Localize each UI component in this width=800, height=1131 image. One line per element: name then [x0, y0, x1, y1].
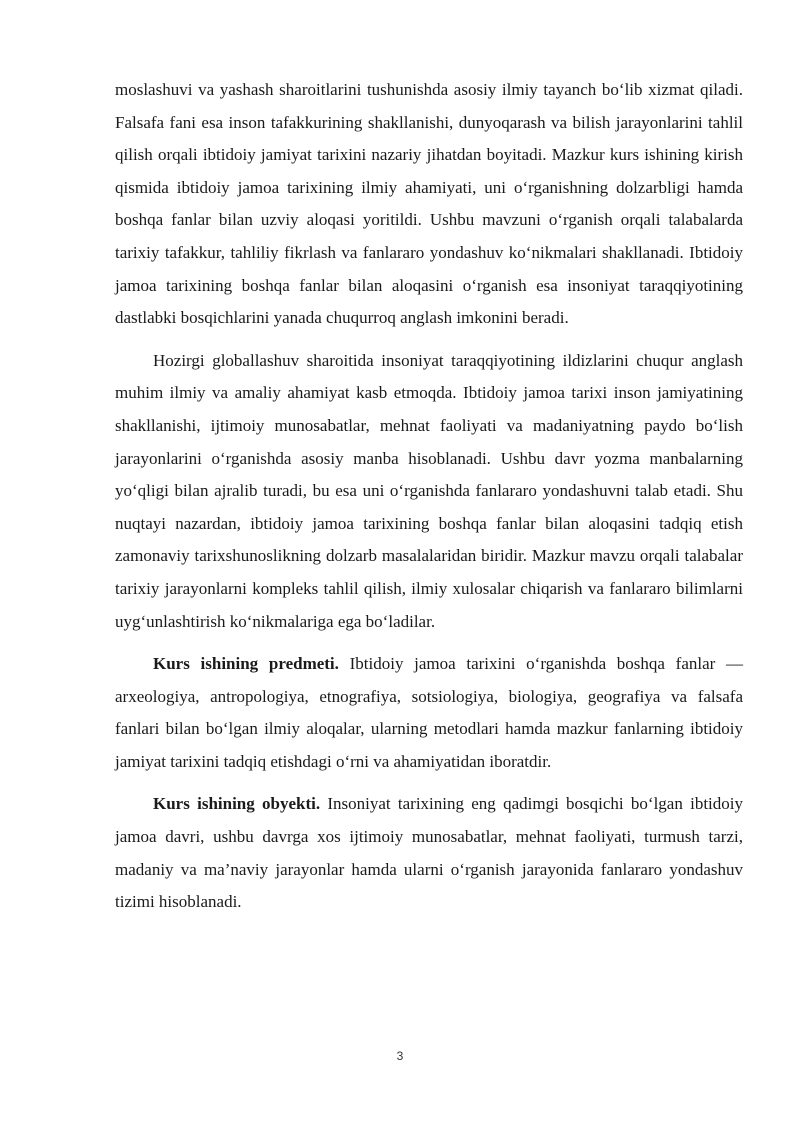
paragraph-lead-subject: Kurs ishining predmeti. — [153, 654, 339, 674]
paragraph-text: moslashuvi va yashash sharoitlarini tushunishda asosiy ilmiy tayanch bo‘lib xizmat qiladi. Falsafa fani esa inson tafakkurining shakllanishi, dunyoqarash va bilish jarayonlarini tahlil qilish orqali ibtidoiy jamiyat tarixini nazariy jihatdan boyitadi. Mazkur kurs ishining kirish qismida ibtidoiy jamoa tarixining ilmiy ahamiyati, uni o‘rganishning dolzarbligi hamda boshqa fanlar bilan uzviy aloqasi yoritildi. Ushbu mavzuni o‘rganish orqali talabalarda tarixiy tafakkur, tahliliy fikrlash va fanlararo yondashuv ko‘nikmalari shakllanadi. Ibtidoiy jamoa tarixining boshqa fanlar bilan aloqasini o‘rganish esa insoniyat taraqqiyotining dastlabki bosqichlarini yanada chuqurroq anglash imkonini beradi. — [115, 80, 743, 328]
paragraph-text: Ibtidoiy jamoa tarixini o‘rganishda boshqa fanlar — arxeologiya, antropologiya, etnografiya, sotsiologiya, biologiya, geografiya va falsafa fanlari bilan bo‘lgan ilmiy aloqalar, ularning metodlari hamda mazkur fanlarning ibtidoiy jamiyat tarixini tadqiq etishdagi o‘rni va ahamiyatidan iboratdir. — [115, 654, 743, 771]
paragraph-subject — [115, 648, 743, 778]
paragraph-lead-object: Kurs ishining obyekti. — [153, 794, 321, 814]
paragraph-object — [115, 788, 743, 918]
paragraph-text: Insoniyat tarixining eng qadimgi bosqichi bo‘lgan ibtidoiy jamoa davri, ushbu davrga xos ijtimoiy munosabatlar, mehnat faoliyati, turmush tarzi, madaniy va ma’naviy jarayonlar hamda ularni o‘rganish jarayonida fanlararo yondashuv tizimi hisoblanadi. — [115, 794, 744, 912]
paragraph-globalization — [115, 345, 743, 638]
page-number: 3 — [396, 1049, 404, 1063]
page-body — [115, 74, 743, 929]
paragraph-text: Hozirgi globallashuv sharoitida insoniyat taraqqiyotining ildizlarini chuqur anglash muhim ilmiy va amaliy ahamiyat kasb etmoqda. Ibtidoiy jamoa tarixi inson jamiyatining shakllanishi, ijtimoiy munosabatlar, mehnat faoliyati va madaniyatning paydo bo‘lish jarayonlarini o‘rganishda asosiy manba hisoblanadi. Ushbu davr yozma manbalarning yo‘qligi bilan ajralib turadi, bu esa uni o‘rganishda fanlararo yondashuvni talab etadi. Shu nuqtayi nazardan, ibtidoiy jamoa tarixining boshqa fanlar bilan aloqasini tadqiq etish zamonaviy tarixshunoslikning dolzarb masalalaridan biridir. Mazkur mavzu orqali talabalar tarixiy jarayonlarni kompleks tahlil qilish, ilmiy xulosalar chiqarish va fanlararo bilimlarni uyg‘unlashtirish ko‘nikmalariga ega bo‘ladilar. — [115, 350, 743, 631]
paragraph-continuation — [115, 74, 743, 335]
